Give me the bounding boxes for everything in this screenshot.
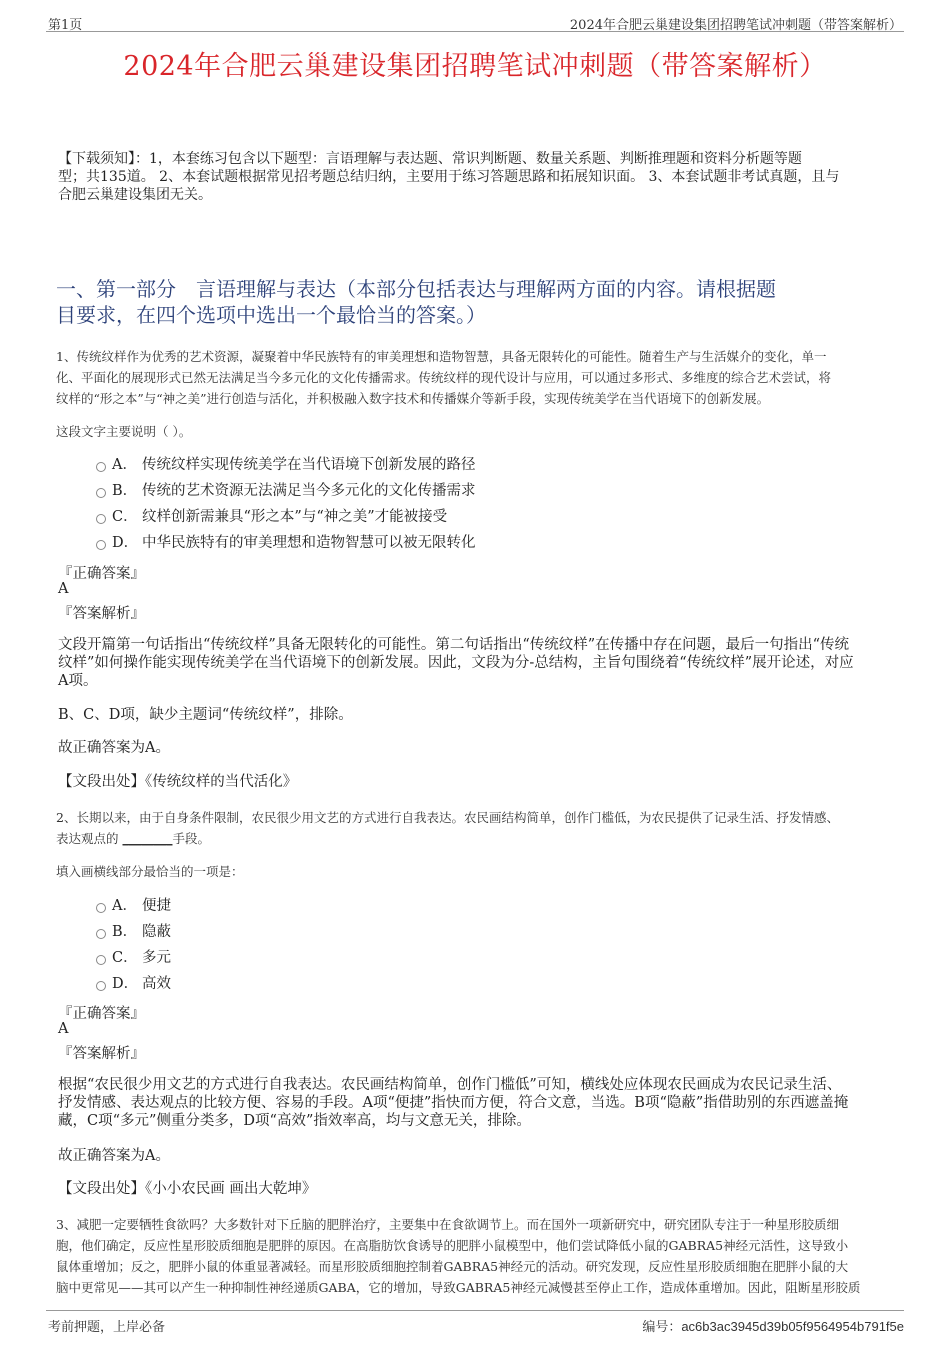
option-b[interactable]: B． 传统的艺术资源无法满足当今多元化的文化传播需求: [96, 480, 476, 502]
option-a[interactable]: A． 传统纹样实现传统美学在当代语境下创新发展的路径: [96, 454, 476, 476]
analysis-text: 根据“农民很少用文艺的方式进行自我表达。农民画结构简单，创作门槛低”可知，横线处应体现农民画成为农民记录生活、 抒发情感、表达观点的比较方便、容易的手段。A项“便捷”指快而方便，符合文意，当选。B项“隐蔽”指借助别的东西遮盖掩 藏，C项“多元”侧重分类多，D项“高效”指效率高，均与文意无关，排除。: [58, 1077, 849, 1129]
conclusion-text: 故正确答案为A。: [58, 740, 170, 756]
correct-answer: A: [58, 1021, 69, 1037]
footer-code: ac6b3ac3945d39b05f9564954b791f5e: [681, 1319, 904, 1334]
section-heading: 一、第一部分 言语理解与表达（本部分包括表达与理解两方面的内容。请根据题 目要求，在四个选项中选出一个最恰当的答案。）: [56, 277, 776, 327]
page-footer: [46, 1310, 904, 1334]
source-text: 【文段出处】《小小农民画 画出大乾坤》: [58, 1181, 317, 1197]
option-c[interactable]: C． 纹样创新需兼具“形之本”与“神之美”才能被接受: [96, 506, 447, 528]
analysis-label: 『答案解析』: [58, 606, 145, 622]
correct-answer: A: [58, 581, 69, 597]
radio-icon[interactable]: [96, 540, 106, 550]
radio-icon[interactable]: [96, 981, 106, 991]
question-3-text: 3、减肥一定要牺牲食欲吗？大多数针对下丘脑的肥胖治疗，主要集中在食欲调节上。而在国外一项新研究中，研究团队专注于一种星形胶质细 胞，他们确定，反应性星形胶质细胞是肥胖的原因。在高脂肪饮食诱导的肥胖小鼠模型中，他们尝试降低小鼠的GABRA5神经元活性，这导致小 鼠体重增加；反之，肥胖小鼠的体重显著减轻。而星形胶质细胞控制着GABRA5神经元的活动。研究发现，反应性星形胶质细胞在肥胖小鼠的大 脑中更常见——其可以产生一种抑制性神经递质GABA，它的增加，导致GABRA5神经元减慢甚至停止工作，造成体重增加。因此，阻断星形胶质: [56, 1217, 861, 1295]
download-notice: [58, 150, 898, 204]
footer-slogan: 考前押题，上岸必备: [48, 1320, 166, 1335]
correct-answer-label: 『正确答案』: [58, 566, 145, 582]
radio-icon[interactable]: [96, 903, 106, 913]
page-header: [46, 10, 904, 32]
option-b[interactable]: B． 隐蔽: [96, 921, 171, 943]
footer-code-label: 编号：: [642, 1320, 682, 1335]
correct-answer-label: 『正确答案』: [58, 1006, 145, 1022]
question-1-text: 1、传统纹样作为优秀的艺术资源，凝聚着中华民族特有的审美理想和造物智慧，具备无限转化的可能性。随着生产与生活媒介的变化，单一 化、平面化的展现形式已然无法满足当今多元化的文化传播需求。传统纹样的现代设计与应用，可以通过多形式、多维度的综合艺术尝试，将 纹样的“形之本”与“神之美”进行创造与活化，并积极融入数字技术和传播媒介等新手段，实现传统美学在当代语境下的创新发展。: [56, 349, 832, 406]
page-number: 第1页: [48, 18, 83, 33]
document-title: 2024年合肥云巢建设集团招聘笔试冲刺题（带答案解析）: [123, 51, 827, 82]
radio-icon[interactable]: [96, 488, 106, 498]
option-c[interactable]: C． 多元: [96, 947, 171, 969]
analysis-text: 文段开篇第一句话指出“传统纹样”具备无限转化的可能性。第二句话指出“传统纹样”在传播中存在问题，最后一句指出“传统 纹样”如何操作能实现传统美学在当代语境下的创新发展。因此，文段为分-总结构，主旨句围绕着“传统纹样”展开论述，对应 A项。: [58, 637, 854, 689]
source-text: 【文段出处】《传统纹样的当代活化》: [58, 774, 298, 790]
header-doc-title: 2024年合肥云巢建设集团招聘笔试冲刺题（带答案解析）: [569, 18, 902, 33]
option-d[interactable]: D． 高效: [96, 973, 171, 995]
answer-blank: ________: [122, 831, 173, 846]
analysis-label: 『答案解析』: [58, 1046, 145, 1062]
radio-icon[interactable]: [96, 462, 106, 472]
question-1-prompt: 这段文字主要说明（ ）。: [56, 424, 192, 439]
analysis-text: B、C、D项，缺少主题词“传统纹样”，排除。: [58, 707, 353, 723]
notice-line: 合肥云巢建设集团无关。: [58, 187, 212, 203]
notice-line: 型；共135道。 2、本套试题根据常见招考题总结归纳，主要用于练习答题思路和拓展知识面。 3、本套试题非考试真题，且与: [58, 169, 840, 185]
radio-icon[interactable]: [96, 955, 106, 965]
option-d[interactable]: D． 中华民族特有的审美理想和造物智慧可以被无限转化: [96, 532, 476, 554]
question-2-prompt: 填入画横线部分最恰当的一项是：: [56, 864, 244, 879]
question-2-text: 2、长期以来，由于自身条件限制，农民很少用文艺的方式进行自我表达。农民画结构简单，创作门槛低，为农民提供了记录生活、抒发情感、 表达观点的 ________手段。: [56, 810, 839, 846]
notice-line: 【下载须知】：1，本套练习包含以下题型：言语理解与表达题、常识判断题、数量关系题、判断推理题和资料分析题等题: [58, 151, 802, 167]
radio-icon[interactable]: [96, 929, 106, 939]
conclusion-text: 故正确答案为A。: [58, 1148, 170, 1164]
radio-icon[interactable]: [96, 514, 106, 524]
option-a[interactable]: A． 便捷: [96, 895, 171, 917]
